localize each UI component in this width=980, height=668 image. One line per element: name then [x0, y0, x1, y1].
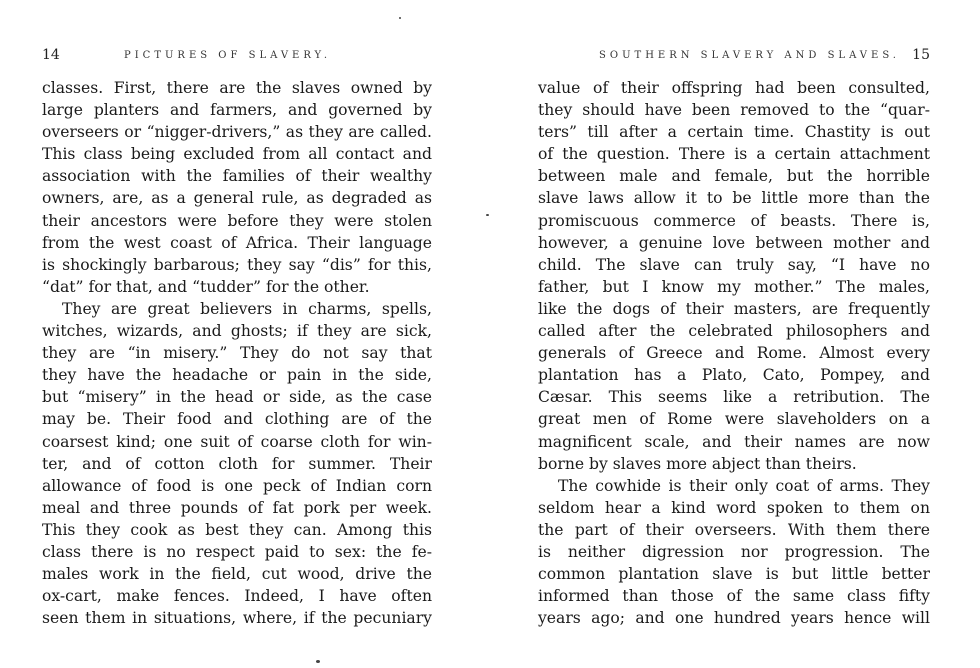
text-line: magnificent scale, and their names are now — [538, 432, 930, 451]
text-line: may be. Their food and clothing are of the — [42, 410, 432, 429]
text-line: they have the headache or pain in the side, — [42, 366, 432, 385]
text-line: seen them in situations, where, if the pecuniary — [42, 609, 432, 628]
text-line: “dat” for that, and “tudder” for the other. — [42, 277, 370, 296]
text-line: common plantation slave is but little better — [538, 565, 930, 584]
scan-speck — [399, 17, 401, 19]
text-line: they should have been removed to the “quar- — [538, 101, 930, 120]
text-line: large planters and farmers, and governed by — [42, 101, 432, 120]
right-page-header — [538, 47, 930, 70]
text-line: promiscuous commerce of beasts. There is, — [538, 211, 930, 230]
text-line: they are “in misery.” They do not say that — [42, 344, 432, 363]
text-line: from the west coast of Africa. Their language — [42, 233, 432, 252]
text-line: father, but I know my mother.” The males, — [538, 277, 930, 296]
running-head: SOUTHERN SLAVERY AND SLAVES. — [599, 50, 900, 61]
text-line: witches, wizards, and ghosts; if they are sick, — [42, 322, 432, 341]
text-line: years ago; and one hundred years hence will — [538, 609, 930, 628]
text-line: class there is no respect paid to sex: the fe- — [42, 542, 432, 561]
scan-speck — [486, 214, 489, 216]
left-page-body — [42, 77, 432, 629]
right-page-body — [538, 77, 930, 629]
text-line: Cæsar. This seems like a retribution. The — [538, 388, 930, 407]
text-line: owners, are, as a general rule, as degraded as — [42, 189, 432, 208]
text-line: association with the families of their wealthy — [42, 167, 432, 186]
text-line: The cowhide is their only coat of arms. They — [558, 476, 930, 495]
text-line: This they cook as best they can. Among this — [42, 520, 432, 539]
running-head: PICTURES OF SLAVERY. — [124, 50, 332, 61]
text-line: coarsest kind; one suit of coarse cloth for win- — [42, 432, 432, 451]
text-line: called after the celebrated philosophers and — [538, 322, 930, 341]
text-line: ox-cart, make fences. Indeed, I have often — [42, 587, 432, 606]
text-line: males work in the field, cut wood, drive the — [42, 565, 432, 584]
text-line: borne by slaves more abject than theirs. — [538, 454, 857, 473]
scan-speck — [316, 660, 320, 663]
text-line: ters” till after a certain time. Chastity is out — [538, 123, 930, 142]
text-line: meal and three pounds of fat pork per week. — [42, 498, 432, 517]
page-number: 15 — [912, 47, 930, 63]
text-line: is neither digression nor progression. The — [538, 542, 930, 561]
text-line: overseers or “nigger-drivers,” as they are called. — [42, 123, 432, 142]
text-line: like the dogs of their masters, are frequently — [538, 299, 930, 318]
right-page — [490, 0, 980, 668]
text-line: between male and female, but the horrible — [538, 167, 930, 186]
text-line: the part of their overseers. With them there — [538, 520, 930, 539]
text-line: their ancestors were before they were stolen — [42, 211, 432, 230]
text-line: of the question. There is a certain attachment — [538, 145, 930, 164]
text-line: great men of Rome were slaveholders on a — [538, 410, 930, 429]
text-line: generals of Greece and Rome. Almost every — [538, 344, 930, 363]
page-number: 14 — [42, 47, 60, 63]
text-line: is shockingly barbarous; they say “dis” for this, — [42, 255, 432, 274]
text-line: informed than those of the same class fifty — [538, 587, 930, 606]
text-line: but “misery” in the head or side, as the case — [42, 388, 432, 407]
text-line: slave laws allow it to be little more than the — [538, 189, 930, 208]
text-line: child. The slave can truly say, “I have no — [538, 255, 930, 274]
text-line: ter, and of cotton cloth for summer. Their — [42, 454, 432, 473]
text-line: This class being excluded from all contact and — [42, 145, 432, 164]
text-line: plantation has a Plato, Cato, Pompey, and — [538, 366, 930, 385]
text-line: classes. First, there are the slaves owned by — [42, 79, 432, 97]
text-line: allowance of food is one peck of Indian corn — [42, 476, 432, 495]
left-page-header — [42, 47, 432, 70]
text-line: They are great believers in charms, spells, — [62, 299, 432, 318]
text-line: seldom hear a kind word spoken to them on — [538, 498, 930, 517]
text-line: value of their offspring had been consulted, — [538, 79, 930, 97]
text-line: however, a genuine love between mother and — [538, 233, 930, 252]
